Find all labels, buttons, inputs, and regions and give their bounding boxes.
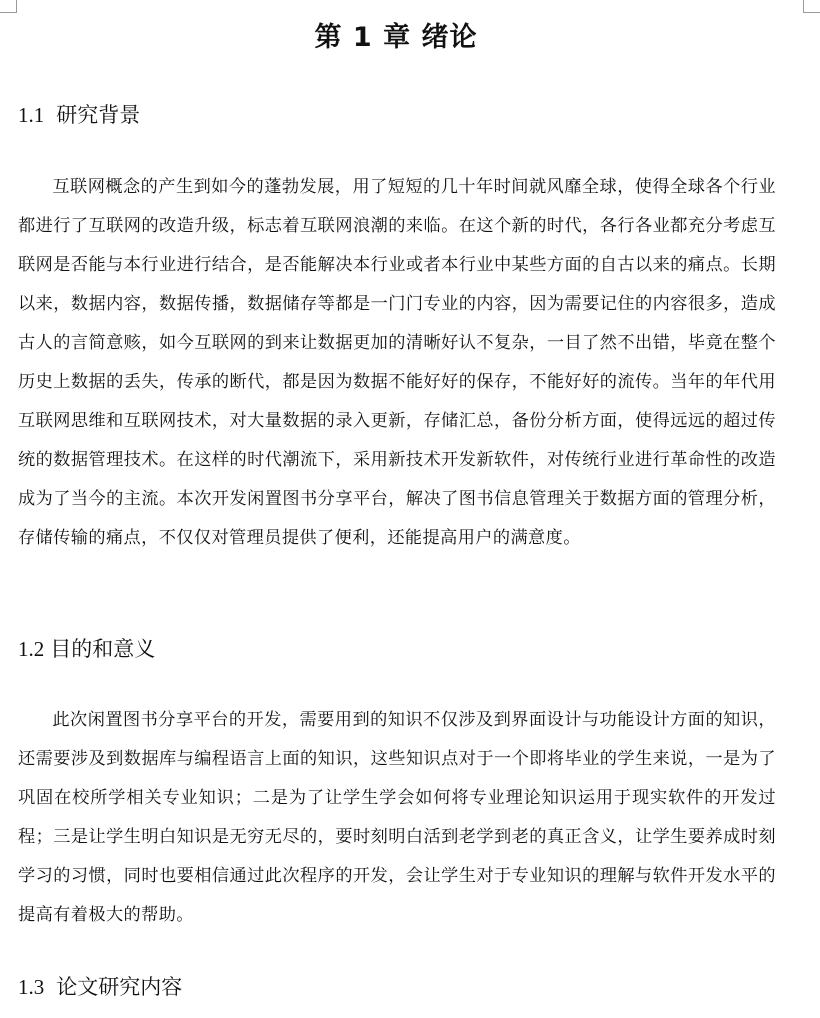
section-heading-1-1 bbox=[18, 98, 140, 132]
section-number: 1.1 bbox=[18, 103, 45, 127]
section-title: 研究背景 bbox=[56, 103, 141, 127]
section-number: 1.3 bbox=[18, 975, 45, 999]
section-number: 1.2 bbox=[18, 637, 45, 661]
page-corner-mark-left bbox=[0, 0, 17, 13]
chapter-title: 第 1 章 绪论 bbox=[314, 22, 478, 53]
section-1-2-paragraph: 此次闲置图书分享平台的开发，需要用到的知识不仅涉及到界面设计与功能设计方面的知识，还需要涉及到数据库与编程语言上面的知识，这些知识点对于一个即将毕业的学生来说，一是为了巩固在校所学相关专业知识；二是为了让学生学会如何将专业理论知识运用于现实软件的开发过程；三是让学生明白知识是无穷无尽的，要时刻明白活到老学到老的真正含义，让学生要养成时刻学习的习惯，同时也要相信通过此次程序的开发，会让学生对于专业知识的理解与软件开发水平的提高有着极大的帮助。 bbox=[18, 710, 776, 925]
section-1-1-paragraph: 互联网概念的产生到如今的蓬勃发展，用了短短的几十年时间就风靡全球，使得全球各个行业都进行了互联网的改造升级，标志着互联网浪潮的来临。在这个新的时代，各行各业都充分考虑互联网是否能与本行业进行结合，是否能解决本行业或者本行业中某些方面的自古以来的痛点。长期以来，数据内容，数据传播，数据储存等都是一门门专业的内容，因为需要记住的内容很多，造成古人的言简意赅，如今互联网的到来让数据更加的清晰好认不复杂，一目了然不出错，毕竟在整个历史上数据的丢失，传承的断代，都是因为数据不能好好的保存，不能好好的流传。当年的年代用互联网思维和互联网技术，对大量数据的录入更新，存储汇总，备份分析方面，使得远远的超过传统的数据管理技术。在这样的时代潮流下，采用新技术开发新软件，对传统行业进行革命性的改造成为了当今的主流。本次开发闲置图书分享平台，解决了图书信息管理关于数据方面的管理分析，存储传输的痛点，不仅仅对管理员提供了便利，还能提高用户的满意度。 bbox=[18, 177, 776, 548]
section-title: 论文研究内容 bbox=[56, 975, 183, 999]
section-heading-1-3 bbox=[18, 970, 182, 1004]
page-corner-mark-right bbox=[803, 0, 820, 13]
section-title: 目的和意义 bbox=[50, 637, 156, 661]
section-heading-1-2 bbox=[18, 632, 155, 666]
